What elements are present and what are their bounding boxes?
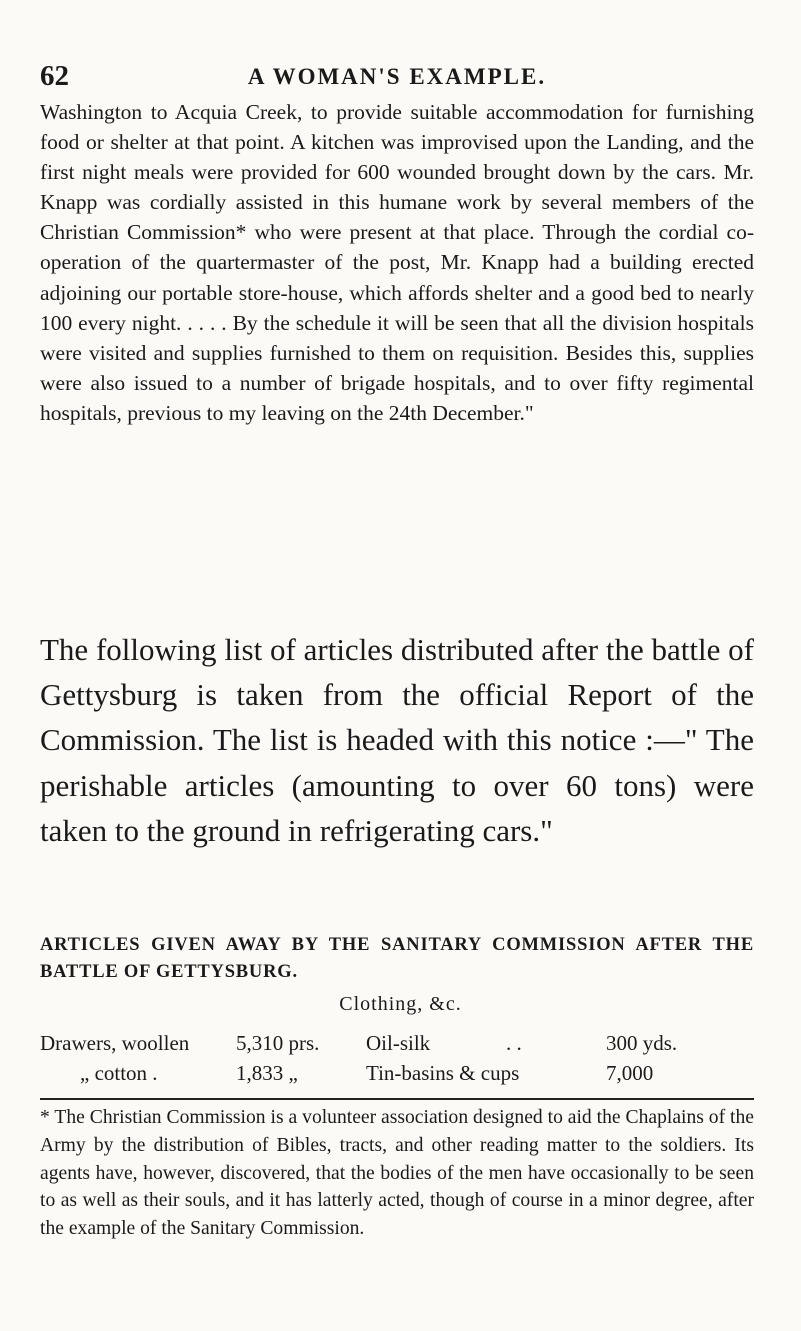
item-name: Drawers, woollen (40, 1031, 190, 1055)
item-quantity: 5,310 prs. (236, 1031, 320, 1055)
item-quantity: 300 yds. (606, 1031, 678, 1055)
item-quantity: 7,000 (606, 1061, 654, 1085)
item-leader: . . (506, 1031, 522, 1055)
item-name: Oil-silk (366, 1031, 431, 1055)
item-name: Tin-basins & cups (366, 1061, 520, 1085)
item-name: „ cotton . (80, 1061, 158, 1085)
table-title: ARTICLES GIVEN AWAY BY THE SANITARY COMMISSION AFTER THE BATTLE OF GETTYSBURG. (40, 935, 754, 982)
page-number: 62 (40, 60, 69, 92)
footnote-rule (40, 1098, 754, 1100)
table-row (40, 1058, 754, 1088)
items-table (40, 1028, 754, 1098)
section-heading: Clothing, &c. (339, 993, 462, 1015)
running-head: A WOMAN'S EXAMPLE. (247, 64, 547, 89)
large-type-paragraph: The following list of articles distributed after the battle of Gettysburg is taken from the official Report of the Commission. The list is headed with this notice :—" The perishable articles (amounting to over 60 tons) were taken to the ground in refrigerating cars." (40, 632, 754, 848)
item-quantity: 1,833 „ (236, 1061, 298, 1085)
table-row (40, 1028, 754, 1058)
page-header (40, 60, 754, 94)
body-paragraph: Washington to Acquia Creek, to provide suitable accommodation for furnishing food or shelter at that point. A kitchen was improvised upon the Landing, and the first night meals were provided for 600 wounded brought down by the cars. Mr. Knapp was cordially assisted in this humane work by several members of the Christian Commission* who were present at that place. Through the cordial co-operation of the quartermaster of the post, Mr. Knapp had a building erected adjoining our portable store-house, which affords shelter and a good bed to nearly 100 every night. . . . . By the schedule it will be seen that all the division hospitals were visited and supplies furnished to them on requisition. Besides this, supplies were also issued to a number of brigade hospitals, and to over fifty regimental hospitals, previous to my leaving on the 24th December." (40, 100, 754, 425)
footnote: * The Christian Commission is a volunteer association designed to aid the Chaplains of the Army by the distribution of Bibles, tracts, and other reading matter to the soldiers. Its agents have, however, discovered, that the bodies of the men have occasionally to be seen to as well as their souls, and it has latterly acted, though of course in a minor degree, after the example of the Sanitary Commission. (40, 1107, 754, 1240)
